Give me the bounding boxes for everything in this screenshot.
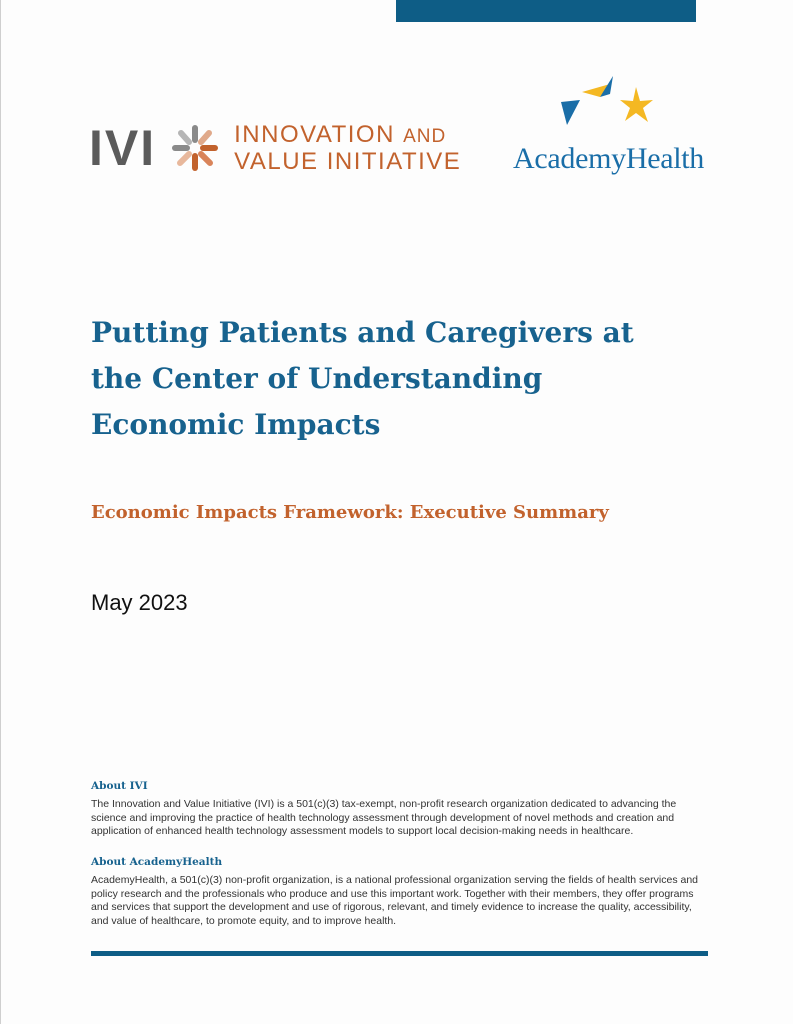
about-academyhealth-section — [91, 856, 707, 928]
ivi-pinwheel-icon — [170, 123, 220, 173]
bottom-rule — [91, 951, 708, 956]
academyhealth-logo — [513, 70, 708, 180]
about-ivi-section — [91, 780, 707, 839]
top-accent-bar — [396, 0, 696, 22]
ivi-wordmark-and: AND — [403, 126, 447, 147]
ivi-logo — [89, 122, 461, 174]
academyhealth-wordmark: AcademyHealth — [513, 142, 705, 175]
academyhealth-stars-icon — [558, 70, 658, 130]
about-academyhealth-text: AcademyHealth, a 501(c)(3) non-profit organization, is a national professional organization serving the fields of health services and policy research and the professionals who produce and use this important work. Together with their members, they offer programs and services that support the development and use of rigorous, relevant, and timely evidence to increase the quality, accessibility, and value of healthcare, to promote equity, and to improve health. — [91, 874, 699, 927]
document-title: Putting Patients and Caregivers at the Center of Understanding Economic Impacts — [91, 316, 634, 441]
ivi-wordmark — [234, 122, 461, 174]
ivi-letters: IVI — [89, 120, 157, 176]
about-ivi-text: The Innovation and Value Initiative (IVI) is a 501(c)(3) tax-exempt, non-profit research organization dedicated to advancing the science and improving the practice of health technology assessment through development of novel methods and creation and application of enhanced health technology assessment models to support local decision-making needs in healthcare. — [91, 798, 677, 837]
ivi-wordmark-innovation: INNOVATION — [234, 121, 395, 148]
about-academyhealth-heading: About AcademyHealth — [91, 856, 223, 868]
ivi-wordmark-line2: VALUE INITIATIVE — [234, 148, 462, 175]
document-subtitle: Economic Impacts Framework: Executive Summary — [91, 502, 609, 523]
about-ivi-heading: About IVI — [91, 780, 148, 792]
document-date: May 2023 — [91, 590, 188, 615]
